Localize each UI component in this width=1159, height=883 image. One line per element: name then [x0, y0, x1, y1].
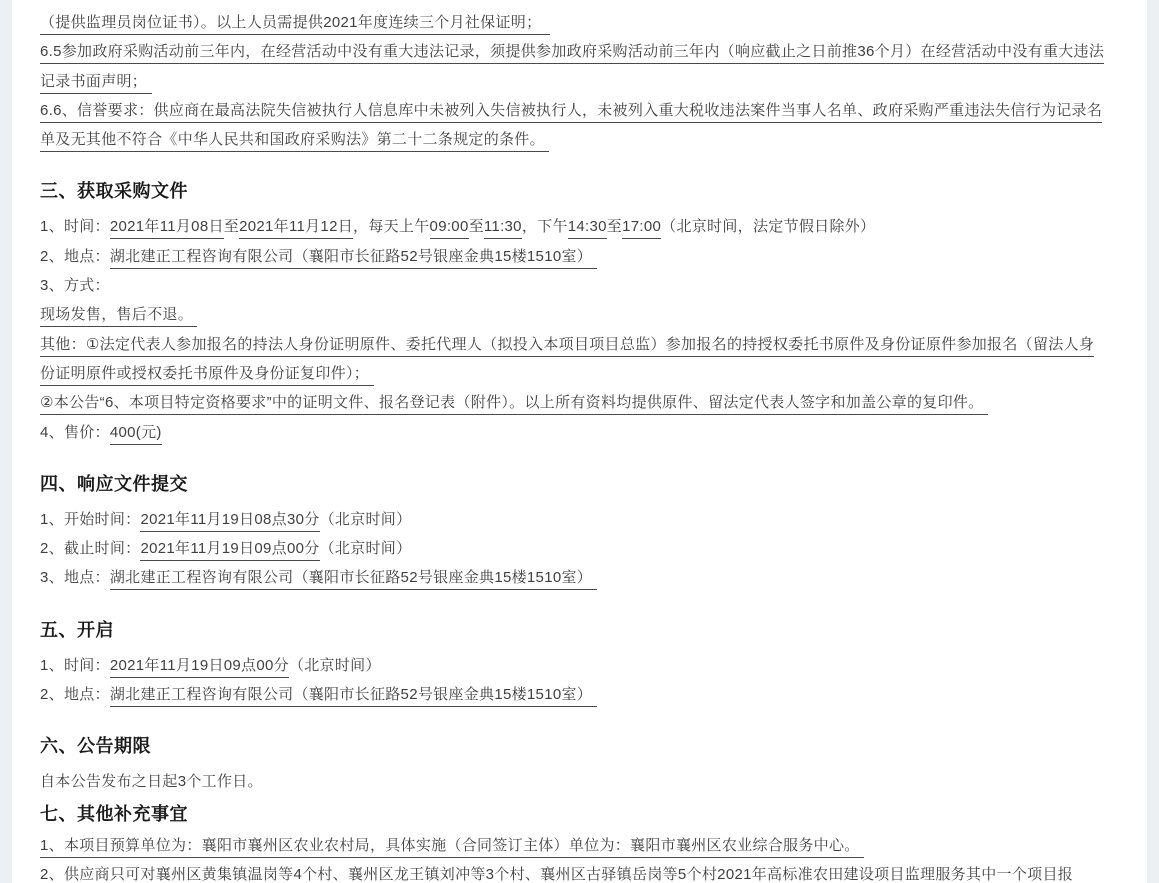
underlined-value: 2021年11月19日08点30分: [140, 511, 319, 532]
section-3-price: [40, 418, 1107, 447]
section-7-item-2: [40, 860, 1107, 883]
clause-6-6: [40, 96, 1107, 155]
underlined-value: 11:30: [484, 218, 522, 239]
section-5-time: [40, 651, 1107, 680]
section-5-location: [40, 680, 1107, 709]
text-segment: 自本公告发布之日起3个工作日。: [40, 773, 263, 791]
text-segment: 2、地点：: [40, 247, 110, 265]
section-3-other-2: [40, 388, 1107, 417]
text-segment: ，每天上午: [353, 218, 430, 236]
underlined-value: （提供监理员岗位证书）。以上人员需提供2021年度连续三个月社保证明；: [40, 14, 550, 35]
text-segment: （北京时间）: [288, 656, 381, 674]
section-7-item-1: [40, 831, 1107, 860]
underlined-value: 2、供应商只可对襄州区黄集镇温岗等4个村、襄州区龙王镇刘冲等3个村、襄州区古驿镇岳岗等5个村2021年高标准农田建设项目监理服务其中一个项目报: [40, 866, 1073, 883]
text-segment: 2、截止时间：: [40, 540, 141, 558]
text-segment: （北京时间）: [319, 540, 412, 558]
section-5-heading: 五、开启: [40, 619, 114, 640]
underlined-value: 2021年11月08日: [110, 218, 224, 239]
underlined-value: 14:30: [568, 218, 607, 239]
section-4-start-time: [40, 505, 1107, 534]
section-4-deadline: [40, 534, 1107, 563]
section-3-method-value: [40, 300, 1107, 329]
section-3-location: [40, 242, 1107, 271]
qualification-supervisor-cert-line: [40, 8, 1107, 37]
section-4-location: [40, 563, 1107, 592]
underlined-value: 400(元): [110, 424, 162, 445]
section-4-heading: 四、响应文件提交: [40, 473, 188, 494]
text-segment: 3、方式：: [40, 277, 110, 295]
underlined-value: 6.6、信誉要求：供应商在最高法院失信被执行人信息库中未被列入失信被执行人，未被列入重大税收违法案件当事人名单、政府采购严重违法失信行为记录名单及无其他不符合《中华人民共和国政府采购法》第二十二条规定的条件。: [40, 102, 1102, 152]
underlined-value: 湖北建正工程咨询有限公司（襄阳市长征路52号银座金典15楼1510室）: [110, 569, 597, 590]
underlined-value: 6.5参加政府采购活动前三年内，在经营活动中没有重大违法记录，须提供参加政府采购活动前三年内（响应截止之日前推36个月）在经营活动中没有重大违法记录书面声明；: [40, 43, 1104, 93]
text-segment: （北京时间，法定节假日除外）: [661, 218, 876, 236]
text-segment: 1、时间：: [40, 218, 110, 236]
section-7-heading: 七、其他补充事宜: [40, 803, 188, 824]
section-6-heading: 六、公告期限: [40, 736, 151, 757]
underlined-value: 1、本项目预算单位为：襄阳市襄州区农业农村局，具体实施（合同签订主体）单位为：襄阳市襄州区农业综合服务中心。: [40, 837, 864, 858]
text-segment: 至: [468, 218, 484, 236]
text-segment: 3、地点：: [40, 569, 110, 587]
clause-6-5: [40, 37, 1107, 96]
underlined-value: ②本公告“6、本项目特定资格要求”中的证明文件、报名登记表（附件）。以上所有资料均提供原件、留法定代表人签字和加盖公章的复印件。: [40, 394, 988, 415]
underlined-value: 湖北建正工程咨询有限公司（襄阳市长征路52号银座金典15楼1510室）: [110, 248, 597, 269]
underlined-value: 09:00: [430, 218, 469, 239]
section-3-other-1: [40, 330, 1107, 389]
text-segment: 4、售价：: [40, 423, 110, 441]
underlined-value: 2021年11月12日: [239, 218, 353, 239]
underlined-value: 湖北建正工程咨询有限公司（襄阳市长征路52号银座金典15楼1510室）: [110, 686, 597, 707]
section-3-time: [40, 212, 1107, 241]
underlined-value: 2021年11月19日09点00分: [110, 657, 289, 678]
text-segment: 1、开始时间：: [40, 510, 141, 528]
underlined-value: 现场发售，售后不退。: [40, 306, 197, 327]
notice-content-card: [12, 0, 1147, 883]
text-segment: 1、时间：: [40, 656, 110, 674]
underlined-value: 2021年11月19日09点00分: [140, 540, 319, 561]
section-3-method-label: [40, 271, 1107, 300]
underlined-value: 其他：①法定代表人参加报名的持法人身份证明原件、委托代理人（拟投入本项目项目总监）参加报名的持授权委托书原件及身份证原件参加报名（留法人身份证明原件或授权委托书原件及身份证复印件）；: [40, 336, 1094, 386]
text-segment: （北京时间）: [319, 510, 412, 528]
text-segment: 至: [606, 218, 623, 236]
text-segment: 2、地点：: [40, 686, 110, 704]
procurement-notice-body: [40, 8, 1107, 883]
underlined-value: 17:00: [622, 218, 661, 239]
text-segment: 至: [223, 218, 240, 236]
section-6-duration: [40, 767, 1107, 796]
section-3-heading: 三、获取采购文件: [40, 181, 188, 202]
text-segment: ，下午: [521, 218, 568, 236]
